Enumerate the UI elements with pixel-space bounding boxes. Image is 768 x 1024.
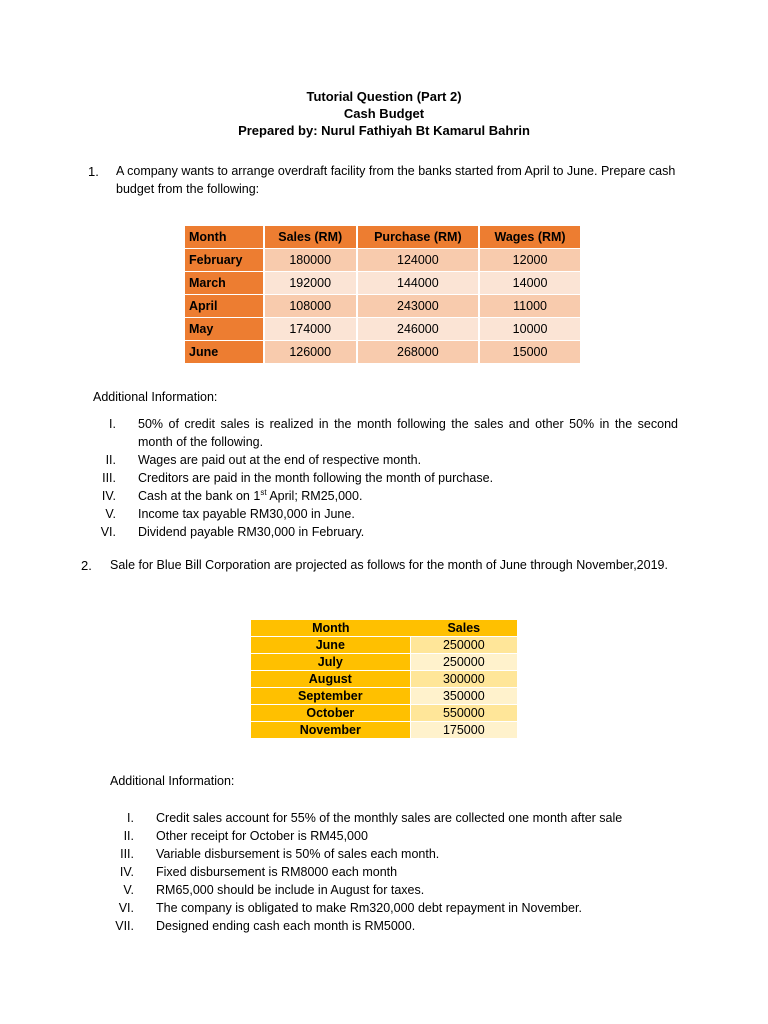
month-cell: July bbox=[251, 654, 411, 671]
list-number: I. bbox=[109, 417, 116, 431]
additional-info-label-2: Additional Information: bbox=[110, 774, 235, 788]
list-item bbox=[90, 523, 678, 541]
list-number: II. bbox=[105, 453, 116, 467]
month-cell: November bbox=[251, 722, 411, 739]
table-row bbox=[185, 295, 582, 318]
list-item bbox=[100, 863, 680, 881]
question-1-text: A company wants to arrange overdraft facility from the banks started from April to June. Prepare cash budget from the following: bbox=[116, 164, 676, 196]
list-number: II. bbox=[123, 829, 134, 843]
month-cell: August bbox=[251, 671, 411, 688]
question-1-number: 1. bbox=[88, 164, 99, 179]
list-text: Cash at the bank on 1st April; RM25,000. bbox=[138, 487, 363, 503]
sales-cell: 300000 bbox=[411, 671, 517, 688]
column-header-month: Month bbox=[185, 226, 265, 249]
table-header-row bbox=[185, 226, 582, 249]
list-text: The company is obligated to make Rm320,000 debt repayment in November. bbox=[156, 901, 582, 915]
purchase-cell: 243000 bbox=[358, 295, 481, 318]
month-cell: May bbox=[185, 318, 265, 341]
list-text: Dividend payable RM30,000 in February. bbox=[138, 525, 365, 539]
list-number: V. bbox=[105, 507, 116, 521]
list-item bbox=[90, 469, 678, 487]
month-cell: April bbox=[185, 295, 265, 318]
list-text: 50% of credit sales is realized in the month following the sales and other 50% in the second month of the following. bbox=[138, 417, 678, 449]
wages-cell: 10000 bbox=[480, 318, 582, 341]
list-item bbox=[100, 827, 680, 845]
list-text: Other receipt for October is RM45,000 bbox=[156, 829, 368, 843]
list-text: Income tax payable RM30,000 in June. bbox=[138, 507, 355, 521]
sales-purchase-wages-table bbox=[185, 226, 582, 364]
prepared-by: Prepared by: Nurul Fathiyah Bt Kamarul Bahrin bbox=[238, 123, 530, 138]
list-number: VII. bbox=[115, 919, 134, 933]
list-text: Credit sales account for 55% of the monthly sales are collected one month after sale bbox=[156, 811, 623, 825]
list-number: VI. bbox=[100, 525, 116, 539]
column-header-sales: Sales bbox=[411, 620, 517, 637]
sales-cell: 250000 bbox=[411, 637, 517, 654]
sales-cell: 180000 bbox=[265, 249, 358, 272]
list-text: Designed ending cash each month is RM5000. bbox=[156, 919, 416, 933]
table-row bbox=[185, 341, 582, 364]
page-subtitle: Cash Budget bbox=[343, 106, 425, 121]
table-header-row bbox=[251, 620, 517, 637]
purchase-cell: 246000 bbox=[358, 318, 481, 341]
list-item bbox=[90, 487, 678, 505]
month-cell: March bbox=[185, 272, 265, 295]
list-item bbox=[90, 415, 678, 451]
column-header-sales: Sales (RM) bbox=[265, 226, 358, 249]
list-item bbox=[90, 451, 678, 469]
table-row bbox=[251, 688, 517, 705]
wages-cell: 14000 bbox=[480, 272, 582, 295]
additional-info-list-2 bbox=[100, 809, 680, 935]
list-item bbox=[90, 505, 678, 523]
table-row bbox=[185, 318, 582, 341]
wages-cell: 15000 bbox=[480, 341, 582, 364]
month-cell: June bbox=[251, 637, 411, 654]
page-title: Tutorial Question (Part 2) bbox=[306, 89, 462, 104]
purchase-cell: 144000 bbox=[358, 272, 481, 295]
table-row bbox=[251, 637, 517, 654]
wages-cell: 12000 bbox=[480, 249, 582, 272]
list-item bbox=[100, 881, 680, 899]
list-number: I. bbox=[127, 811, 134, 825]
list-text: Variable disbursement is 50% of sales each month. bbox=[156, 847, 440, 861]
list-text: Creditors are paid in the month following the month of purchase. bbox=[138, 471, 494, 485]
list-text: Wages are paid out at the end of respective month. bbox=[138, 453, 422, 467]
table-row bbox=[185, 249, 582, 272]
additional-info-list-1 bbox=[90, 415, 678, 541]
list-number: IV. bbox=[119, 865, 134, 879]
month-cell: February bbox=[185, 249, 265, 272]
projected-sales-table bbox=[251, 620, 517, 739]
additional-info-label-1: Additional Information: bbox=[93, 390, 218, 404]
table-row bbox=[185, 272, 582, 295]
table-row bbox=[251, 705, 517, 722]
sales-cell: 126000 bbox=[265, 341, 358, 364]
list-number: VI. bbox=[118, 901, 134, 915]
sales-cell: 350000 bbox=[411, 688, 517, 705]
month-cell: September bbox=[251, 688, 411, 705]
list-item bbox=[100, 845, 680, 863]
list-number: V. bbox=[123, 883, 134, 897]
list-item bbox=[100, 917, 680, 935]
list-text: RM65,000 should be include in August for taxes. bbox=[156, 883, 425, 897]
sales-cell: 108000 bbox=[265, 295, 358, 318]
sales-cell: 192000 bbox=[265, 272, 358, 295]
column-header-purchase: Purchase (RM) bbox=[358, 226, 481, 249]
column-header-wages: Wages (RM) bbox=[480, 226, 582, 249]
purchase-cell: 124000 bbox=[358, 249, 481, 272]
question-2-number: 2. bbox=[81, 558, 92, 573]
question-2-text: Sale for Blue Bill Corporation are projected as follows for the month of June through November,2019. bbox=[110, 558, 668, 572]
table-row bbox=[251, 654, 517, 671]
month-cell: June bbox=[185, 341, 265, 364]
sales-cell: 550000 bbox=[411, 705, 517, 722]
list-number: III. bbox=[120, 847, 134, 861]
sales-cell: 174000 bbox=[265, 318, 358, 341]
wages-cell: 11000 bbox=[480, 295, 582, 318]
column-header-month: Month bbox=[251, 620, 411, 637]
sales-cell: 250000 bbox=[411, 654, 517, 671]
list-text: Fixed disbursement is RM8000 each month bbox=[156, 865, 398, 879]
list-number: III. bbox=[102, 471, 116, 485]
table-row bbox=[251, 671, 517, 688]
month-cell: October bbox=[251, 705, 411, 722]
sales-cell: 175000 bbox=[411, 722, 517, 739]
list-number: IV. bbox=[101, 489, 116, 503]
purchase-cell: 268000 bbox=[358, 341, 481, 364]
table-row bbox=[251, 722, 517, 739]
list-item bbox=[100, 809, 680, 827]
list-item bbox=[100, 899, 680, 917]
